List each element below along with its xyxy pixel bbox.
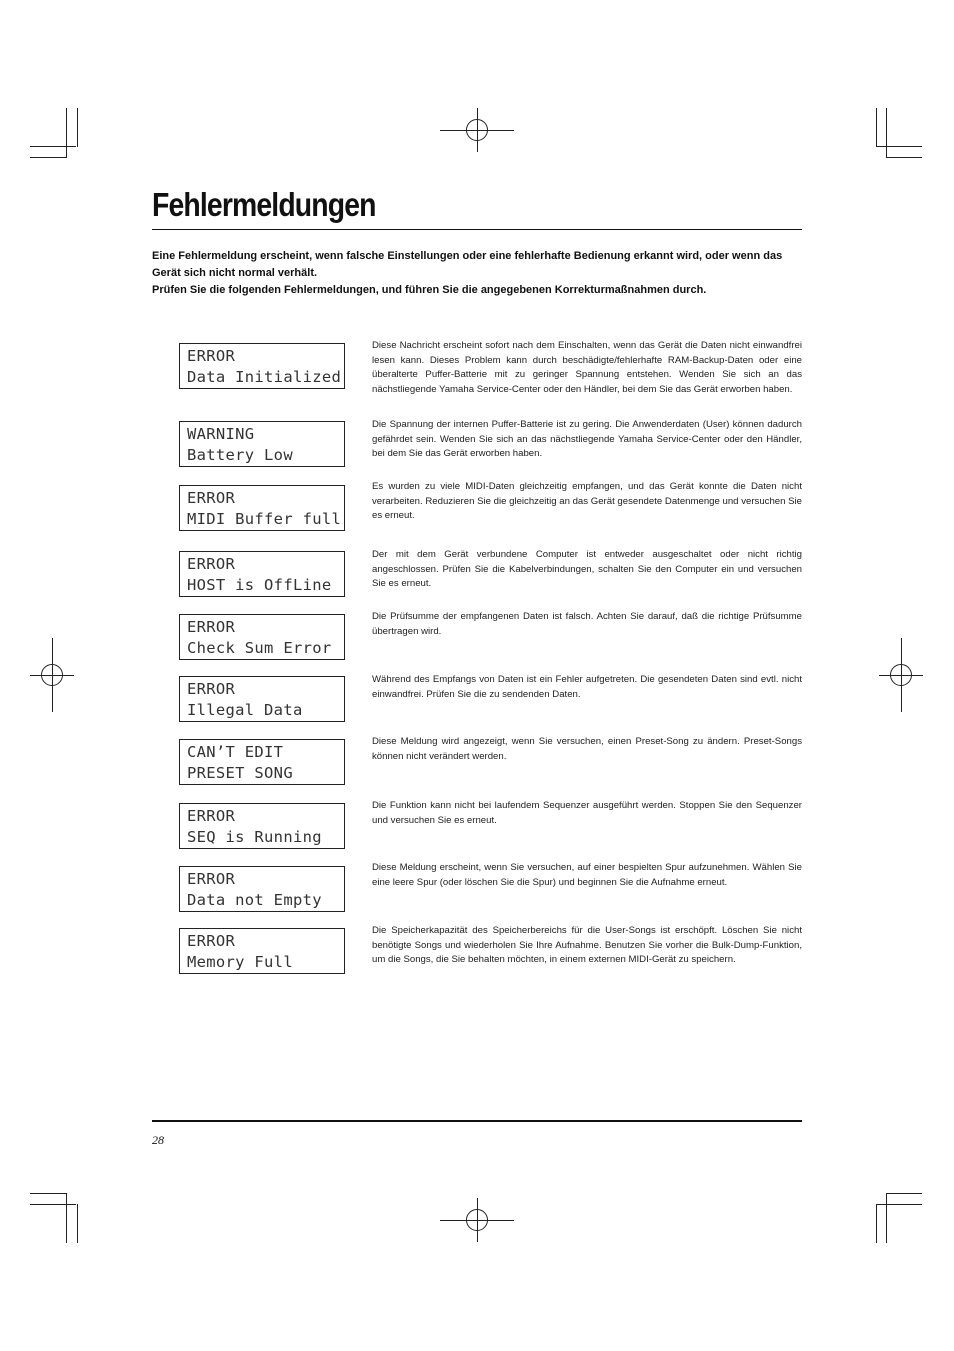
crop-mark [876, 146, 922, 147]
intro-text [152, 248, 804, 299]
lcd-line-1: ERROR [187, 870, 236, 888]
crop-mark [30, 157, 66, 158]
lcd-display [179, 485, 345, 531]
crop-mark [77, 108, 78, 147]
error-description: Die Funktion kann nicht bei laufendem Sequenzer ausgeführt werden. Stoppen Sie den Sequenzer und versuchen Sie es erneut. [372, 800, 802, 826]
lcd-line-1: ERROR [187, 347, 236, 365]
crop-mark [66, 1193, 67, 1243]
lcd-line-1: ERROR [187, 489, 236, 507]
lcd-display [179, 739, 345, 785]
title-rule [152, 229, 802, 230]
error-description: Diese Nachricht erscheint sofort nach dem Einschalten, wenn das Gerät die Daten nicht einwandfrei lesen kann. Dieses Problem kann durch beschädigte/fehlerhafte RAM-Backup-Daten oder eine überalterte Puffer-Batterie mit zu geringer Spannung entstehen. Wenden Sie sich an das nächstliegende Yamaha Service-Center oder den Händler, bei dem Sie das Gerät erworben haben. [372, 340, 802, 395]
lcd-line-2: PRESET SONG [187, 764, 293, 782]
lcd-display [179, 421, 345, 467]
error-description: Die Spannung der internen Puffer-Batterie ist zu gering. Die Anwenderdaten (User) können dadurch gefährdet sein. Wenden Sie sich an das nächstliegende Yamaha Service-Center oder den Händler, bei dem Sie das Gerät erworben haben. [372, 419, 802, 460]
crop-mark [876, 1204, 922, 1205]
lcd-display [179, 803, 345, 849]
lcd-line-2: Battery Low [187, 446, 293, 464]
error-description: Der mit dem Gerät verbundene Computer ist entweder ausgeschaltet oder nicht richtig angeschlossen. Prüfen Sie die Kabelverbindungen, schalten Sie den Computer ein und versuchen Sie es erneut. [372, 549, 802, 590]
crop-mark [876, 108, 877, 147]
lcd-line-1: ERROR [187, 680, 236, 698]
error-description: Es wurden zu viele MIDI-Daten gleichzeitig empfangen, und das Gerät konnte die Daten nicht verarbeiten. Reduzieren Sie die gleichzeitig an das Gerät gesendete Datenmenge und versuchen Sie es erneut. [372, 481, 802, 522]
crop-mark [886, 1193, 887, 1243]
lcd-display [179, 343, 345, 389]
lcd-display [179, 676, 345, 722]
error-description: Die Speicherkapazität des Speicherbereichs für die User-Songs ist erschöpft. Löschen Sie nicht benötigte Songs und wiederholen Sie Ihre Aufnahme. Benutzen Sie vorher die Bulk-Dump-Funktion, um die Songs, die Sie behalten möchten, in einem externen MIDI-Gerät zu speichern. [372, 925, 802, 966]
lcd-line-2: Check Sum Error [187, 639, 332, 657]
lcd-line-1: CAN’T EDIT [187, 743, 284, 761]
lcd-line-2: Data Initialized [187, 368, 342, 386]
intro-line: Eine Fehlermeldung erscheint, wenn falsche Einstellungen oder eine fehlerhafte Bedienung erkannt wird, oder wenn das Gerät sich nicht normal verhält. [152, 250, 783, 279]
crop-mark [30, 146, 76, 147]
crop-mark [886, 157, 922, 158]
lcd-line-1: ERROR [187, 618, 236, 636]
lcd-line-2: Data not Empty [187, 891, 322, 909]
crop-mark [30, 1204, 76, 1205]
crop-mark [77, 1204, 78, 1243]
lcd-line-1: ERROR [187, 932, 236, 950]
intro-line: Prüfen Sie die folgenden Fehlermeldungen, und führen Sie die angegebenen Korrekturmaßnahmen durch. [152, 284, 707, 296]
crop-mark [886, 1193, 922, 1194]
lcd-line-2: Illegal Data [187, 701, 303, 719]
lcd-line-1: ERROR [187, 807, 236, 825]
page-number: 28 [152, 1133, 164, 1147]
error-description: Diese Meldung wird angezeigt, wenn Sie versuchen, einen Preset-Song zu ändern. Preset-Songs können nicht verändert werden. [372, 736, 802, 762]
lcd-line-1: ERROR [187, 555, 236, 573]
crop-mark [66, 108, 67, 158]
error-description: Diese Meldung erscheint, wenn Sie versuchen, auf einer bespielten Spur aufzunehmen. Wählen Sie eine leere Spur (oder löschen Sie die Spur) und beginnen Sie die Aufnahme erneut. [372, 862, 802, 888]
lcd-display [179, 551, 345, 597]
lcd-display [179, 928, 345, 974]
lcd-display [179, 614, 345, 660]
lcd-display [179, 866, 345, 912]
crop-mark [886, 108, 887, 158]
lcd-line-1: WARNING [187, 425, 255, 443]
footer-rule [152, 1120, 802, 1122]
error-description: Die Prüfsumme der empfangenen Daten ist falsch. Achten Sie darauf, daß die richtige Prüfsumme übertragen wird. [372, 611, 802, 637]
lcd-line-2: Memory Full [187, 953, 293, 971]
crop-mark [876, 1204, 877, 1243]
lcd-line-2: MIDI Buffer full [187, 510, 342, 528]
error-description: Während des Empfangs von Daten ist ein Fehler aufgetreten. Die gesendeten Daten sind evtl. nicht einwandfrei. Prüfen Sie die zu sendenden Daten. [372, 674, 802, 700]
lcd-line-2: SEQ is Running [187, 828, 322, 846]
page-title: Fehlermeldungen [152, 186, 376, 223]
lcd-line-2: HOST is OffLine [187, 576, 332, 594]
crop-mark [30, 1193, 66, 1194]
